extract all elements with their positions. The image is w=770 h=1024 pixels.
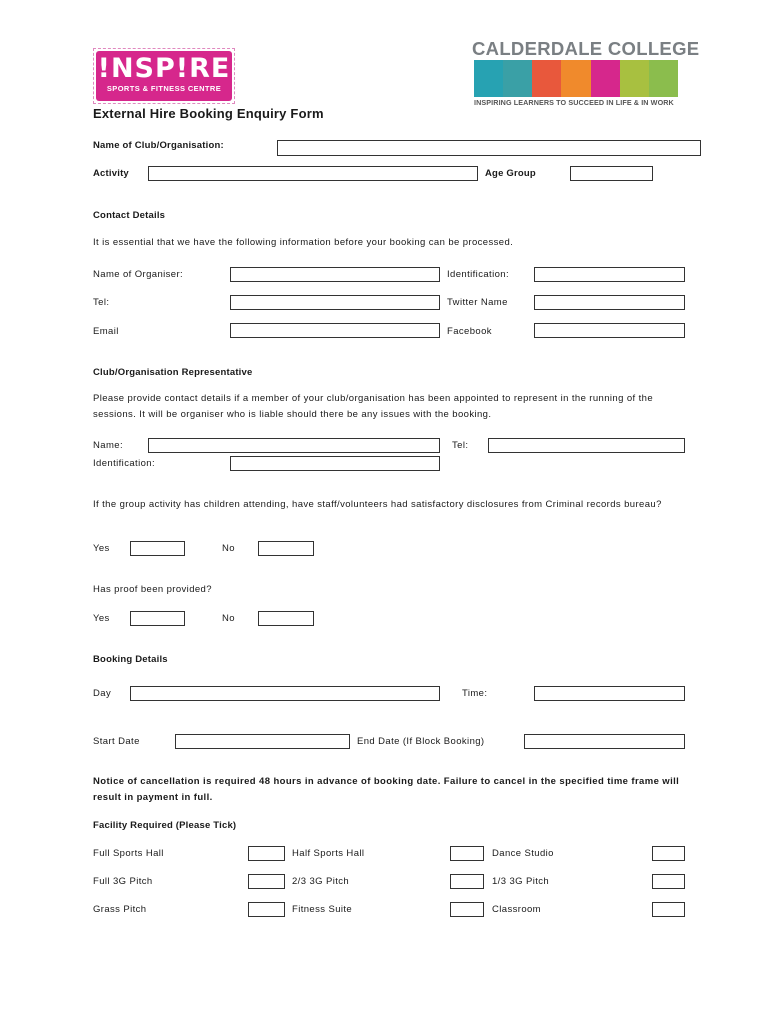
- tel-field[interactable]: [230, 295, 440, 310]
- proof-no-box[interactable]: [258, 611, 314, 626]
- organiser-field[interactable]: [230, 267, 440, 282]
- rep-name-field[interactable]: [148, 438, 440, 453]
- college-logo-band-segment: [649, 60, 678, 97]
- proof-no-label: No: [222, 613, 235, 624]
- email-field[interactable]: [230, 323, 440, 338]
- booking-details-heading: Booking Details: [93, 654, 168, 665]
- facility-checkbox-half-sports-hall[interactable]: [450, 846, 484, 861]
- college-logo-band-segment: [532, 60, 561, 97]
- facility-checkbox-fitness-suite[interactable]: [450, 902, 484, 917]
- twitter-label: Twitter Name: [447, 297, 508, 308]
- facility-label-one-third-3g-pitch: 1/3 3G Pitch: [492, 876, 550, 887]
- facebook-field[interactable]: [534, 323, 685, 338]
- activity-field[interactable]: [148, 166, 478, 181]
- contact-details-heading: Contact Details: [93, 210, 166, 221]
- rep-identification-label: Identification:: [93, 458, 155, 469]
- day-field[interactable]: [130, 686, 440, 701]
- start-date-field[interactable]: [175, 734, 350, 749]
- facility-heading: Facility Required (Please Tick): [93, 820, 237, 831]
- disclosure-no-box[interactable]: [258, 541, 314, 556]
- facility-checkbox-dance-studio[interactable]: [652, 846, 685, 861]
- inspire-logo-subtext: SPORTS & FITNESS CENTRE: [106, 84, 222, 93]
- time-label: Time:: [462, 688, 488, 699]
- facility-checkbox-classroom[interactable]: [652, 902, 685, 917]
- activity-label: Activity: [93, 168, 129, 179]
- facility-label-two-thirds-3g-pitch: 2/3 3G Pitch: [292, 876, 350, 887]
- form-title: External Hire Booking Enquiry Form: [93, 106, 324, 121]
- age-group-label: Age Group: [485, 168, 536, 179]
- end-date-label: End Date (If Block Booking): [357, 736, 485, 747]
- facility-label-grass-pitch: Grass Pitch: [93, 904, 147, 915]
- representative-heading: Club/Organisation Representative: [93, 367, 253, 378]
- college-logo-band-segment: [503, 60, 532, 97]
- facility-label-fitness-suite: Fitness Suite: [292, 904, 353, 915]
- college-logo-band-segment: [474, 60, 503, 97]
- time-field[interactable]: [534, 686, 685, 701]
- start-date-label: Start Date: [93, 736, 140, 747]
- contact-intro: It is essential that we have the following information before your booking can be processed.: [93, 237, 514, 248]
- facility-checkbox-one-third-3g-pitch[interactable]: [652, 874, 685, 889]
- age-group-field[interactable]: [570, 166, 653, 181]
- disclosure-yes-label: Yes: [93, 543, 110, 554]
- facility-label-classroom: Classroom: [492, 904, 541, 915]
- college-name: CALDERDALE COLLEGE: [472, 38, 700, 59]
- rep-tel-field[interactable]: [488, 438, 685, 453]
- email-label: Email: [93, 326, 119, 337]
- tel-label: Tel:: [93, 297, 110, 308]
- proof-question: Has proof been provided?: [93, 584, 212, 595]
- identification-field[interactable]: [534, 267, 685, 282]
- proof-yes-box[interactable]: [130, 611, 185, 626]
- facility-checkbox-two-thirds-3g-pitch[interactable]: [450, 874, 484, 889]
- college-logo-band: [474, 60, 678, 97]
- rep-tel-label: Tel:: [452, 440, 469, 451]
- college-tagline: INSPIRING LEARNERS TO SUCCEED IN LIFE & IN WORK: [474, 98, 674, 107]
- facility-checkbox-full-3g-pitch[interactable]: [248, 874, 285, 889]
- disclosure-question: If the group activity has children attending, have staff/volunteers had satisfactory disclosures from Criminal records bureau?: [93, 499, 662, 510]
- facility-label-half-sports-hall: Half Sports Hall: [292, 848, 365, 859]
- college-logo-band-segment: [591, 60, 620, 97]
- twitter-field[interactable]: [534, 295, 685, 310]
- representative-text: Please provide contact details if a member of your club/organisation has been appointed to represent in the running of the sessions. It will be organiser who is liable should there be any issues with the booking.: [93, 393, 654, 420]
- college-logo-band-segment: [620, 60, 649, 97]
- disclosure-no-label: No: [222, 543, 235, 554]
- facility-label-full-sports-hall: Full Sports Hall: [93, 848, 164, 859]
- inspire-logo-text: !NSP!RE: [97, 53, 231, 84]
- facility-checkbox-full-sports-hall[interactable]: [248, 846, 285, 861]
- facility-label-full-3g-pitch: Full 3G Pitch: [93, 876, 153, 887]
- facility-label-dance-studio: Dance Studio: [492, 848, 554, 859]
- facility-checkbox-grass-pitch[interactable]: [248, 902, 285, 917]
- disclosure-yes-box[interactable]: [130, 541, 185, 556]
- inspire-logo: [93, 48, 235, 104]
- rep-name-label: Name:: [93, 440, 123, 451]
- club-name-field[interactable]: [277, 140, 701, 156]
- proof-yes-label: Yes: [93, 613, 110, 624]
- club-name-label: Name of Club/Organisation:: [93, 140, 224, 151]
- calderdale-college-logo: [472, 38, 700, 110]
- end-date-field[interactable]: [524, 734, 685, 749]
- rep-identification-field[interactable]: [230, 456, 440, 471]
- college-logo-band-segment: [561, 60, 590, 97]
- day-label: Day: [93, 688, 112, 699]
- facebook-label: Facebook: [447, 326, 492, 337]
- identification-label: Identification:: [447, 269, 509, 280]
- organiser-label: Name of Organiser:: [93, 269, 184, 280]
- cancellation-notice: Notice of cancellation is required 48 hours in advance of booking date. Failure to cancel in the specified time frame will result in payment in full.: [93, 776, 680, 803]
